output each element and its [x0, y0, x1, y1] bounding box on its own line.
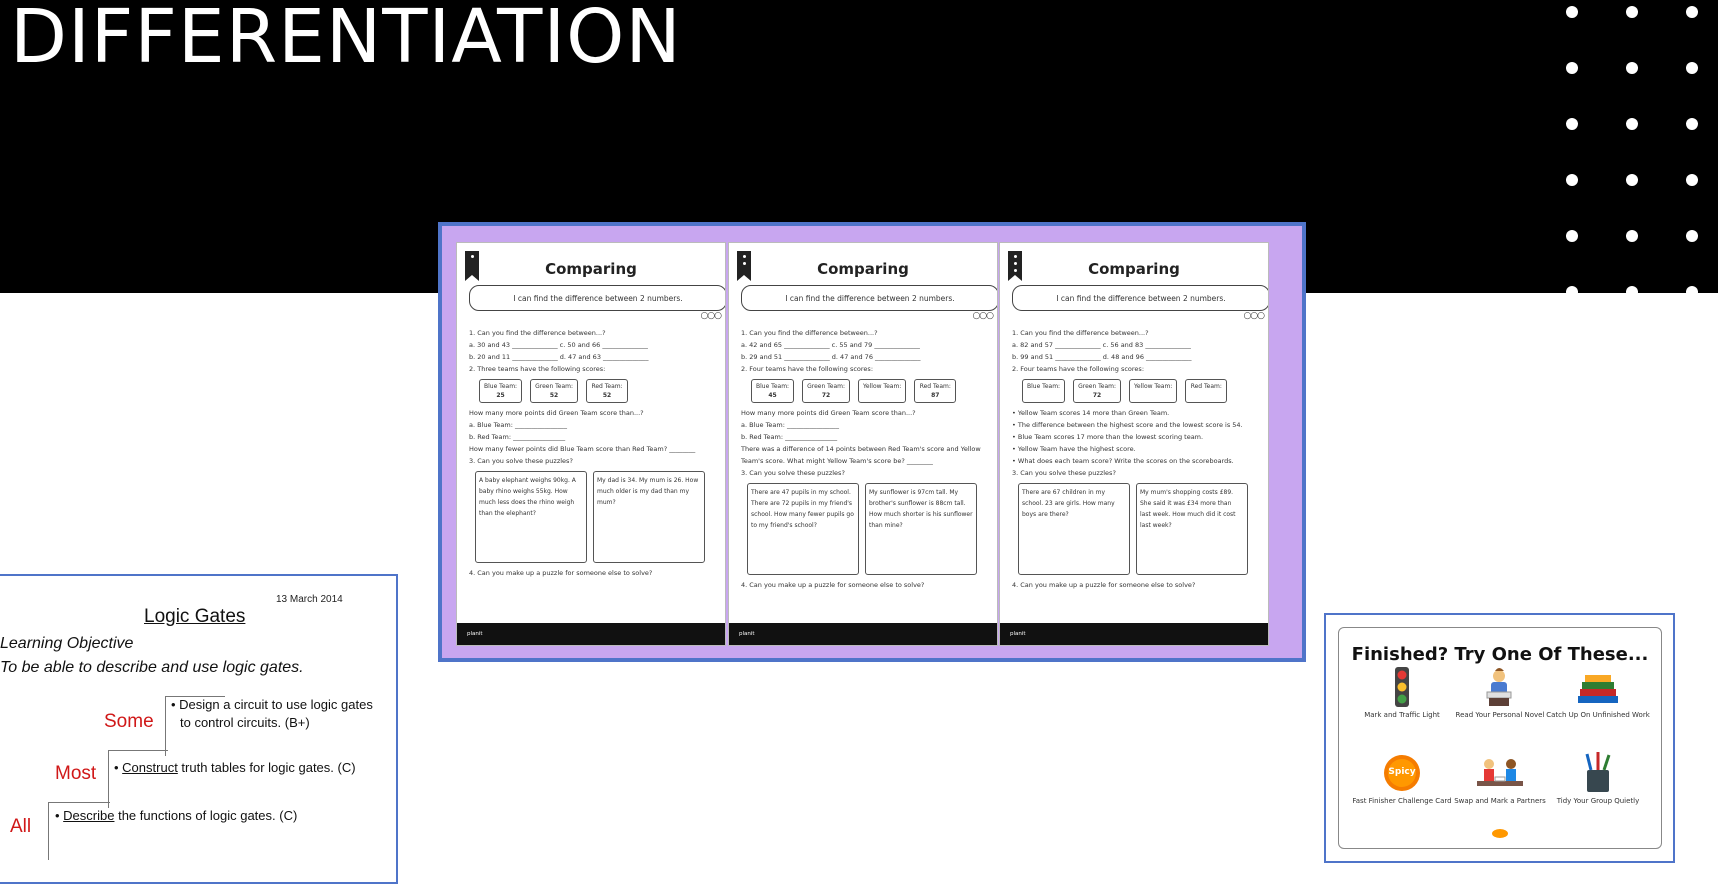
- question-line: There was a difference of 14 points between Red Team's score and Yellow Team's score. What might Yellow Team's score be? ________: [741, 445, 981, 465]
- worksheet-questions: [1012, 327, 1262, 591]
- outcome-some: [171, 696, 373, 732]
- finished-card-inner: [1338, 627, 1662, 849]
- dot: [1686, 6, 1698, 18]
- question-line: a. 82 and 57 ______________ c. 56 and 83 ______________: [1012, 341, 1191, 349]
- question-line: a. Blue Team: ________________: [469, 421, 568, 429]
- progress-circles-icon: ○○○: [700, 311, 721, 321]
- question-line: 4. Can you make up a puzzle for someone else to solve?: [1012, 581, 1196, 589]
- finished-item-label: Swap and Mark a Partners: [1454, 797, 1546, 805]
- finished-title: Finished? Try One Of These...: [1351, 644, 1649, 665]
- question-line: 2. Three teams have the following scores:: [469, 365, 606, 373]
- lesson-title: Logic Gates: [144, 606, 246, 627]
- dot: [1566, 230, 1578, 242]
- progress-circles-icon: ○○○: [972, 311, 993, 321]
- scoreboard: [479, 379, 522, 403]
- scoreboard: [586, 379, 628, 403]
- finished-item-label: Mark and Traffic Light: [1364, 711, 1440, 719]
- puzzle-box: There are 67 children in my school. 23 are girls. How many boys are there?: [1018, 483, 1130, 575]
- question-line: • Blue Team scores 17 more than the lowest scoring team.: [1012, 433, 1204, 441]
- question-line: b. 29 and 51 ______________ d. 47 and 76 ______________: [741, 353, 921, 361]
- dot: [1566, 118, 1578, 130]
- dot: [1626, 230, 1638, 242]
- finished-item-label: Fast Finisher Challenge Card: [1352, 797, 1452, 805]
- question-line: 1. Can you find the difference between...?: [1012, 329, 1149, 337]
- scoreboard-value: 25: [496, 392, 505, 399]
- puzzles: [475, 471, 719, 563]
- question-line: b. Red Team: ________________: [469, 433, 566, 441]
- scoreboard-value: 52: [602, 392, 612, 399]
- outcome-all: • Describe the functions of logic gates. (C): [55, 808, 298, 823]
- dot: [1566, 6, 1578, 18]
- reading-icon: [1475, 666, 1525, 708]
- outcome-some-line1: • Design a circuit to use logic gates: [171, 697, 373, 712]
- dot: [1566, 62, 1578, 74]
- finished-item-label: Read Your Personal Novel: [1455, 711, 1545, 719]
- logic-gates-slide: [0, 574, 398, 884]
- scoreboard: [914, 379, 956, 403]
- scoreboard-label: Green Team:: [807, 383, 846, 390]
- worksheet-1: [456, 242, 726, 646]
- puzzle-box: My mum's shopping costs £89. She said it was £34 more than last week. How much did it cost last week?: [1136, 483, 1248, 575]
- scoreboard-label: Green Team:: [535, 383, 574, 390]
- books-icon: [1573, 666, 1623, 708]
- scoreboard-value: 52: [549, 392, 559, 399]
- finished-item-challenge: [1347, 752, 1457, 805]
- scoreboard-label: Blue Team:: [756, 383, 790, 390]
- dot: [1566, 174, 1578, 186]
- worksheet-title: Comparing: [817, 260, 909, 278]
- worksheet-objective: I can find the difference between 2 numbers.: [469, 285, 726, 311]
- puzzle-box: My dad is 34. My mum is 26. How much older is my dad than my mum?: [593, 471, 705, 563]
- pencil-pot-icon: [1573, 752, 1623, 794]
- dot: [1686, 62, 1698, 74]
- worksheet-objective: I can find the difference between 2 numbers.: [1012, 285, 1269, 311]
- outcome-most-keyword: Construct: [122, 760, 178, 775]
- scoreboards: [751, 379, 991, 403]
- finished-item-books: [1543, 666, 1653, 719]
- finished-card-image: [1324, 613, 1675, 863]
- dot: [1626, 286, 1638, 293]
- tier-label-all: All: [10, 816, 32, 837]
- worksheets-image: [438, 222, 1306, 662]
- scoreboard: [530, 379, 578, 403]
- worksheet-questions: [741, 327, 991, 591]
- finished-item-label: Catch Up On Unfinished Work: [1546, 711, 1650, 719]
- dot: [1686, 174, 1698, 186]
- scoreboard: [1022, 379, 1065, 403]
- spicy-icon: [1377, 752, 1427, 794]
- scoreboard: [1073, 379, 1121, 403]
- worksheet-title: Comparing: [1088, 260, 1180, 278]
- scoreboard-label: Blue Team:: [1027, 383, 1061, 390]
- dot: [1566, 286, 1578, 293]
- worksheet-questions: [469, 327, 719, 579]
- outcome-all-text: the functions of logic gates. (C): [114, 808, 298, 823]
- worksheet-footer: planit: [729, 623, 997, 645]
- question-line: How many more points did Green Team score than...?: [469, 409, 644, 417]
- question-line: • What does each team score? Write the scores on the scoreboards.: [1012, 457, 1234, 465]
- question-line: a. 30 and 43 ______________ c. 50 and 66 ______________: [469, 341, 648, 349]
- question-line: 4. Can you make up a puzzle for someone else to solve?: [469, 569, 653, 577]
- objective-label: Learning Objective: [0, 635, 134, 652]
- scoreboard: [751, 379, 794, 403]
- objective-text: To be able to describe and use logic gates.: [0, 659, 304, 676]
- scoreboard-value: 72: [821, 392, 831, 399]
- question-line: How many more points did Green Team score than...?: [741, 409, 916, 417]
- question-line: • Yellow Team scores 14 more than Green Team.: [1012, 409, 1170, 417]
- question-line: b. 20 and 11 ______________ d. 47 and 63 ______________: [469, 353, 649, 361]
- scoreboard-label: Yellow Team:: [1134, 383, 1173, 390]
- scoreboard-label: Red Team:: [919, 383, 951, 390]
- question-line: 2. Four teams have the following scores:: [1012, 365, 1145, 373]
- finished-item-traffic-light: [1347, 666, 1457, 719]
- question-line: a. Blue Team: ________________: [741, 421, 840, 429]
- scoreboard: [802, 379, 850, 403]
- outcome-most-text: truth tables for logic gates. (C): [177, 760, 356, 775]
- scoreboard-value: 72: [1092, 392, 1102, 399]
- worksheet-title: Comparing: [545, 260, 637, 278]
- scoreboard-label: Green Team:: [1078, 383, 1117, 390]
- worksheet-footer: planit: [457, 623, 725, 645]
- puzzles: [747, 483, 991, 575]
- dot: [1626, 6, 1638, 18]
- dot-grid-decoration: [1560, 0, 1718, 293]
- question-line: 4. Can you make up a puzzle for someone else to solve?: [741, 581, 925, 589]
- puzzle-box: My sunflower is 97cm tall. My brother's sunflower is 88cm tall. How much shorter is his sunflower than mine?: [865, 483, 977, 575]
- scoreboards: [1022, 379, 1262, 403]
- fire-icon: [1492, 829, 1508, 838]
- dot: [1626, 118, 1638, 130]
- question-line: a. 42 and 65 ______________ c. 55 and 79 ______________: [741, 341, 920, 349]
- scoreboard: [1185, 379, 1227, 403]
- dot: [1686, 230, 1698, 242]
- tier-label-some: Some: [104, 711, 154, 732]
- question-line: b. Red Team: ________________: [741, 433, 838, 441]
- question-line: • The difference between the highest score and the lowest score is 54.: [1012, 421, 1243, 429]
- outcome-all-keyword: Describe: [63, 808, 115, 823]
- question-line: 1. Can you find the difference between...?: [469, 329, 606, 337]
- slide-title: DIFFERENTIATION: [10, 0, 682, 80]
- spicy-badge-text: Spicy: [1388, 767, 1416, 777]
- dot: [1686, 118, 1698, 130]
- question-line: • Yellow Team have the highest score.: [1012, 445, 1136, 453]
- scoreboard-label: Red Team:: [1190, 383, 1222, 390]
- dot: [1626, 62, 1638, 74]
- finished-item-reading: [1445, 666, 1555, 719]
- scoreboard-value: 87: [931, 392, 940, 399]
- scoreboard-label: Red Team:: [591, 383, 623, 390]
- progress-circles-icon: ○○○: [1243, 311, 1264, 321]
- question-line: How many fewer points did Blue Team score than Red Team? ________: [469, 445, 696, 453]
- worksheet-2: [728, 242, 998, 646]
- question-line: 1. Can you find the difference between...?: [741, 329, 878, 337]
- worksheet-3: [999, 242, 1269, 646]
- worksheet-objective: I can find the difference between 2 numbers.: [741, 285, 998, 311]
- dot: [1686, 286, 1698, 293]
- question-line: 2. Four teams have the following scores:: [741, 365, 874, 373]
- partners-icon: [1475, 752, 1525, 794]
- traffic-light-icon: [1377, 666, 1427, 708]
- lesson-date: 13 March 2014: [276, 594, 343, 605]
- finished-item-partners: [1445, 752, 1555, 805]
- outcome-most: • Construct truth tables for logic gates. (C): [114, 760, 356, 775]
- scoreboard: [1129, 379, 1177, 403]
- question-line: b. 99 and 51 ______________ d. 48 and 96 ______________: [1012, 353, 1192, 361]
- question-line: 3. Can you solve these puzzles?: [469, 457, 573, 465]
- question-line: 3. Can you solve these puzzles?: [1012, 469, 1116, 477]
- puzzle-box: A baby elephant weighs 90kg. A baby rhino weighs 55kg. How much less does the rhino weigh than the elephant?: [475, 471, 587, 563]
- dot: [1626, 174, 1638, 186]
- scoreboard-label: Blue Team:: [484, 383, 518, 390]
- scoreboard-value: 45: [768, 392, 777, 399]
- outcome-some-line2: to control circuits. (B+): [180, 715, 310, 730]
- worksheet-footer: planit: [1000, 623, 1268, 645]
- scoreboard: [858, 379, 906, 403]
- scoreboard-label: Yellow Team:: [863, 383, 902, 390]
- finished-item-label: Tidy Your Group Quietly: [1556, 797, 1640, 805]
- question-line: 3. Can you solve these puzzles?: [741, 469, 845, 477]
- puzzles: [1018, 483, 1262, 575]
- tier-label-most: Most: [55, 763, 97, 784]
- finished-item-tidy: [1543, 752, 1653, 805]
- scoreboards: [479, 379, 719, 403]
- puzzle-box: There are 47 pupils in my school. There are 72 pupils in my friend's school. How many fewer pupils go to my friend's school?: [747, 483, 859, 575]
